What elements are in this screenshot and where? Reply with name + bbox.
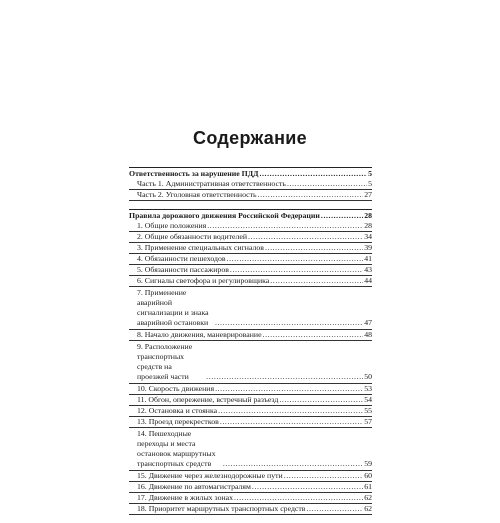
leader-dots [230, 265, 363, 275]
toc-entry-label: Часть 1. Административная ответственность [137, 179, 286, 188]
toc-entry [129, 482, 372, 493]
toc-entry-label: 5. Обязанности пассажиров [137, 265, 229, 274]
toc-entry [129, 232, 372, 243]
toc-entry-page: 62 [364, 504, 372, 513]
leader-dots [248, 232, 363, 242]
toc-entry-label: 12. Остановка и стоянка [137, 406, 218, 415]
leader-dots [306, 504, 363, 514]
toc-entry [129, 265, 372, 276]
leader-dots [270, 276, 363, 286]
toc-section-liability [129, 167, 372, 201]
toc-entry-page: 43 [364, 265, 372, 274]
toc-entry-page: 60 [364, 471, 372, 480]
leader-dots [284, 471, 364, 481]
leader-dots [206, 372, 363, 382]
page-title: Содержание [193, 128, 307, 148]
toc-entry [129, 276, 372, 287]
leader-dots [234, 493, 363, 503]
toc-entry [129, 384, 372, 395]
leader-dots [321, 211, 363, 221]
toc-heading-label: Правила дорожного движения Российской Федерации [129, 211, 320, 220]
toc-heading [129, 211, 372, 221]
toc-entry-label: 9. Расположение транспортных средств на проезжей части [137, 342, 193, 381]
toc-entry-page: 27 [364, 190, 372, 199]
toc-entry-label: 1. Общие положения [137, 221, 207, 230]
toc-heading-page: 28 [364, 211, 372, 220]
leader-dots [207, 221, 363, 231]
toc-entry-label: 4. Обязанности пешеходов [137, 254, 226, 263]
leader-dots [252, 482, 363, 492]
toc-entry-page: 53 [364, 384, 372, 393]
toc-entry [129, 254, 372, 265]
toc-entry-label: 15. Движение через железнодорожные пути [137, 471, 283, 480]
leader-dots [258, 190, 364, 200]
toc-entry [129, 330, 372, 341]
toc-entry-page: 55 [364, 406, 372, 415]
toc-entry-page: 50 [364, 372, 372, 381]
toc-entry [129, 179, 372, 190]
toc-entry [129, 287, 372, 330]
toc-entry-label: 7. Применение аварийной сигнализации и знака аварийной остановки [137, 288, 209, 327]
toc-entry-label: 8. Начало движения, маневрирование [137, 330, 262, 339]
toc-heading-page: 5 [368, 169, 372, 178]
toc-entry-page: 44 [364, 276, 372, 285]
toc-entry-label: 17. Движение в жилых зонах [137, 493, 233, 502]
toc-entry-label: 14. Пешеходные переходы и места остановок маршрутных транспортных средств [137, 429, 216, 468]
toc-entry-page: 59 [364, 459, 372, 468]
leader-dots [227, 254, 364, 264]
toc-entry [129, 190, 372, 201]
toc-entry-page: 62 [364, 493, 372, 502]
toc-entry-label: 10. Скорость движения [137, 384, 215, 393]
toc-entry-label: 13. Проезд перекрестков [137, 417, 219, 426]
toc-entry [129, 221, 372, 232]
leader-dots [279, 395, 363, 405]
leader-dots [287, 179, 367, 189]
toc-entry [129, 428, 372, 471]
leader-dots [263, 330, 364, 340]
toc-entry [129, 406, 372, 417]
toc-entry-page: 39 [364, 243, 372, 252]
toc-entry-label: Часть 2. Уголовная ответственность [137, 190, 257, 199]
toc-entry-label: 16. Движение по автомагистралям [137, 482, 251, 491]
toc-entry [129, 471, 372, 482]
toc-entry-page: 48 [364, 330, 372, 339]
toc-entry [129, 341, 372, 384]
toc-entry-page: 34 [364, 232, 372, 241]
toc-heading [129, 169, 372, 179]
toc-entry-label: 6. Сигналы светофора и регулировщика [137, 276, 270, 285]
toc-entry-label: 3. Применение специальных сигналов [137, 243, 264, 252]
toc-entry-page: 54 [364, 395, 372, 404]
toc-entry-page: 41 [364, 254, 372, 263]
toc-entry [129, 417, 372, 428]
leader-dots [215, 384, 363, 394]
toc-entry-label: 11. Обгон, опережение, встречный разъезд [137, 395, 279, 404]
toc-entry-page: 5 [368, 179, 372, 188]
toc-entry-page: 47 [364, 318, 372, 327]
toc-entry-page: 28 [364, 221, 372, 230]
toc-entry [129, 493, 372, 504]
leader-dots [218, 406, 363, 416]
leader-dots [265, 243, 363, 253]
toc-section-traffic-rules [129, 209, 372, 515]
toc-entry-label: 18. Приоритет маршрутных транспортных средств [137, 504, 306, 513]
leader-dots [259, 169, 367, 179]
toc-entry-label: 2. Общие обязанности водителей [137, 232, 248, 241]
toc-heading-label: Ответственность за нарушение ПДД [129, 169, 259, 178]
toc-entry [129, 243, 372, 254]
toc-entry-page: 57 [364, 417, 372, 426]
leader-dots [223, 459, 363, 469]
toc-entry [129, 504, 372, 515]
leader-dots [220, 417, 363, 427]
table-of-contents [129, 167, 372, 523]
toc-entry [129, 395, 372, 406]
toc-entry-page: 61 [364, 482, 372, 491]
leader-dots [215, 318, 363, 328]
